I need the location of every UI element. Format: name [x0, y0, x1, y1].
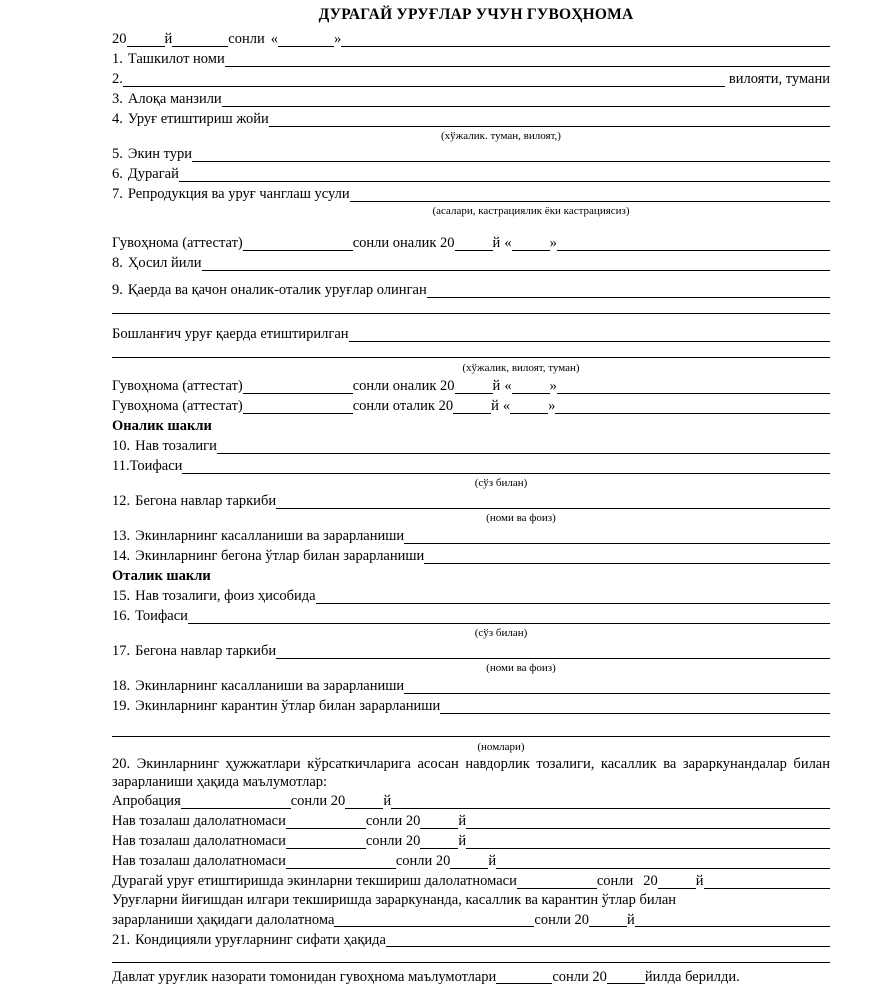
- field-label-13: Экинларнинг касалланиши ва зарарланиши: [135, 528, 405, 545]
- caption-farm-4: (хўжалик. туман, вилоят,): [441, 129, 561, 142]
- certificate-year-suffix-3: й: [491, 398, 499, 415]
- item-20-row-2-mid: сонли 20: [365, 813, 421, 830]
- spacer-2: [112, 273, 830, 280]
- date-tail-blank[interactable]: [341, 33, 830, 47]
- field-row-13: [112, 526, 830, 546]
- field-row-3: [112, 89, 830, 109]
- item-20-row-2-year-blank[interactable]: [420, 815, 458, 829]
- field-number-9: 9.: [112, 282, 123, 299]
- item-20-row-3-tail-blank[interactable]: [466, 835, 830, 849]
- field-row-9: [112, 280, 830, 300]
- date-month-blank[interactable]: [172, 33, 228, 47]
- page-title: ДУРАГАЙ УРУҒЛАР УЧУН ГУВОҲНОМА: [318, 6, 634, 23]
- item-20-row-1-mid: сонли 20: [290, 793, 346, 810]
- certificate-mid-3: сонли оталик 20: [352, 398, 454, 415]
- field-tail-2: вилояти, тумани: [728, 71, 830, 88]
- hybrid-check-number-blank[interactable]: [517, 875, 597, 889]
- field-number-16: 16.: [112, 608, 131, 625]
- date-number-word: сонли: [228, 31, 265, 48]
- field-label-16: Тоифаси: [135, 608, 188, 625]
- field-blank-9[interactable]: [427, 284, 830, 298]
- footer-text-3: йилда берилди.: [644, 968, 740, 985]
- field-row-7: [112, 184, 830, 204]
- certificate-day-close-1: »: [549, 235, 557, 252]
- field-blank-15[interactable]: [316, 590, 830, 604]
- field-number-20: 20.: [112, 755, 131, 772]
- item-20-row-2-label: Нав тозалаш далолатномаси: [112, 813, 286, 830]
- field-number-1: 1.: [112, 51, 123, 68]
- pre-harvest-tail-blank[interactable]: [635, 913, 830, 927]
- pre-harvest-text-1: Уруғларни йиғишдан илгари текширишда зараркунанда, касаллик ва карантин ўтлар билан: [112, 892, 677, 909]
- item-20-row-1: [112, 791, 830, 811]
- item-20-row-3-number-blank[interactable]: [286, 835, 366, 849]
- item-20-row-4: [112, 851, 830, 871]
- certificate-year-blank-1[interactable]: [455, 237, 493, 251]
- field-blank-17[interactable]: [276, 645, 830, 659]
- certificate-row-1: [112, 233, 830, 253]
- caption-in-words-11: (сўз билан): [474, 476, 528, 489]
- field-blank-10[interactable]: [217, 440, 830, 454]
- certificate-row-3: [112, 396, 830, 416]
- footer-row: [112, 966, 830, 986]
- field-blank-16[interactable]: [188, 610, 830, 624]
- caption-farm-region: (хўжалик, вилоят, туман): [462, 361, 580, 374]
- section-heading-mother-label: Оналик шакли: [112, 418, 212, 435]
- certificate-year-blank-3[interactable]: [453, 400, 491, 414]
- field-row-21: [112, 929, 830, 949]
- date-year-prefix: 20: [112, 31, 127, 48]
- hybrid-check-tail-blank[interactable]: [704, 875, 830, 889]
- caption-pollination-7: (асалари, кастрациялик ёки кастрациясиз): [432, 204, 630, 217]
- footer-text-2: сонли 20: [552, 968, 607, 985]
- spacer-1: [112, 219, 830, 233]
- certificate-year-blank-2[interactable]: [455, 380, 493, 394]
- date-day-blank[interactable]: [278, 33, 334, 47]
- certificate-mid-1: сонли оналик 20: [352, 235, 455, 252]
- field-label-15: Нав тозалиги, фоиз ҳисобида: [135, 588, 316, 605]
- item-20-row-2: [112, 811, 830, 831]
- item-20-row-1-suffix: й: [383, 793, 392, 810]
- certificate-day-blank-2[interactable]: [512, 380, 550, 394]
- certificate-day-open-2: «: [504, 378, 512, 395]
- certificate-day-blank-1[interactable]: [512, 237, 550, 251]
- field-number-5: 5.: [112, 146, 123, 163]
- field-row-1: [112, 49, 830, 69]
- pre-harvest-number-blank[interactable]: [334, 913, 534, 927]
- field-row-4: [112, 109, 830, 129]
- hybrid-check-suffix: й: [695, 873, 704, 890]
- pre-harvest-suffix: й: [626, 911, 635, 928]
- item-20-row-3: [112, 831, 830, 851]
- item-20-row-4-label: Нав тозалаш далолатномаси: [112, 853, 286, 870]
- field-blank-21b[interactable]: [112, 949, 830, 963]
- field-row-16: [112, 606, 830, 626]
- field-blank-19b[interactable]: [112, 723, 830, 737]
- caption-name-percent-17: (номи ва фоиз): [486, 661, 556, 674]
- item-20-row-2-suffix: й: [458, 813, 467, 830]
- field-number-18: 18.: [112, 678, 131, 695]
- field-blank-8[interactable]: [202, 257, 830, 271]
- field-blank-14[interactable]: [424, 550, 830, 564]
- field-row-18: [112, 676, 830, 696]
- pre-harvest-line-2: [112, 909, 830, 929]
- caption-names-19: (номлари): [477, 740, 525, 753]
- item-20-text: Экинларнинг ҳужжатлари кўрсаткичларига асосан навдорлик тозалиги, касаллик ва зараркунандалар билан зарарланиши ҳақида маълумотлар:: [112, 755, 831, 791]
- field-row-15: [112, 586, 830, 606]
- field-row-8: [112, 253, 830, 273]
- start-seed-blank[interactable]: [349, 328, 830, 342]
- certificate-tail-blank-3[interactable]: [555, 400, 830, 414]
- field-blank-12[interactable]: [276, 495, 830, 509]
- field-label-5: Экин тури: [127, 146, 193, 163]
- field-number-13: 13.: [112, 528, 131, 545]
- field-number-14: 14.: [112, 548, 131, 565]
- item-20-row-4-mid: сонли 20: [395, 853, 451, 870]
- item-20-row-3-label: Нав тозалаш далолатномаси: [112, 833, 286, 850]
- item-20-row-3-suffix: й: [458, 833, 467, 850]
- field-number-6: 6.: [112, 166, 123, 183]
- certificate-year-suffix-1: й: [492, 235, 501, 252]
- footer-year-blank[interactable]: [607, 970, 645, 984]
- field-blank-19[interactable]: [440, 700, 830, 714]
- footer-number-blank[interactable]: [496, 970, 552, 984]
- field-blank-3[interactable]: [222, 93, 830, 107]
- certificate-label-1: Гувоҳнома (аттестат): [112, 235, 243, 252]
- certificate-day-open-3: «: [502, 398, 511, 415]
- field-label-4: Уруғ етиштириш жойи: [127, 111, 269, 128]
- field-row-19: [112, 696, 830, 716]
- item-20-row-3-mid: сонли 20: [365, 833, 421, 850]
- field-row-17: [112, 641, 830, 661]
- item-20-row-4-tail-blank[interactable]: [496, 855, 830, 869]
- field-number-8: 8.: [112, 255, 123, 272]
- item-20-row-2-number-blank[interactable]: [286, 815, 366, 829]
- certificate-day-close-2: »: [549, 378, 557, 395]
- certificate-day-blank-3[interactable]: [510, 400, 548, 414]
- field-label-8: Ҳосил йили: [127, 255, 202, 272]
- field-number-17: 17.: [112, 643, 131, 660]
- field-label-12: Бегона навлар таркиби: [135, 493, 277, 510]
- field-label-21: Кондицияли уруғларнинг сифати ҳақида: [135, 931, 386, 948]
- field-number-19: 19.: [112, 698, 131, 715]
- certificate-number-blank-1[interactable]: [243, 237, 353, 251]
- field-blank-13[interactable]: [404, 530, 830, 544]
- field-label-18: Экинларнинг касалланиши ва зарарланиши: [135, 678, 405, 695]
- date-day-close: »: [333, 31, 342, 48]
- field-row-11: [112, 456, 830, 476]
- item-20-row-1-label: Апробация: [112, 793, 181, 810]
- hybrid-check-label: Дурагай уруғ етиштиришда экинларни текшириш далолатномаси: [112, 873, 517, 890]
- item-20-row-1-year-blank[interactable]: [345, 795, 383, 809]
- field-blank-7[interactable]: [350, 188, 830, 202]
- field-blank-1[interactable]: [225, 53, 830, 67]
- field-row-14: [112, 546, 830, 566]
- field-row-12: [112, 491, 830, 511]
- item-20-row-1-tail-blank[interactable]: [391, 795, 830, 809]
- field-label-11: Тоифаси: [129, 458, 183, 475]
- hybrid-check-mid: сонли: [596, 873, 634, 890]
- certificate-mid-2: сонли оналик 20: [352, 378, 455, 395]
- field-row-2: [112, 69, 830, 89]
- item-20-row-4-suffix: й: [488, 853, 497, 870]
- item-20-row-4-year-blank[interactable]: [450, 855, 488, 869]
- certificate-label-3: Гувоҳнома (аттестат): [112, 398, 243, 415]
- field-number-7: 7.: [112, 186, 123, 203]
- item-20-row-2-tail-blank[interactable]: [466, 815, 830, 829]
- section-heading-mother: [112, 416, 830, 436]
- certificate-number-blank-3[interactable]: [243, 400, 353, 414]
- field-label-7: Репродукция ва уруғ чанглаш усули: [127, 186, 350, 203]
- pre-harvest-mid: сонли 20: [534, 911, 589, 928]
- certificate-day-close-3: »: [548, 398, 556, 415]
- field-blank-18[interactable]: [404, 680, 830, 694]
- field-number-12: 12.: [112, 493, 131, 510]
- field-label-19: Экинларнинг карантин ўтлар билан зарарланиши: [135, 698, 441, 715]
- pre-harvest-year-blank[interactable]: [589, 913, 627, 927]
- date-year-blank[interactable]: [127, 33, 165, 47]
- certificate-number-blank-2[interactable]: [243, 380, 353, 394]
- certificate-label-2: Гувоҳнома (аттестат): [112, 378, 243, 395]
- hybrid-check-year: 20: [643, 873, 658, 890]
- section-heading-father: [112, 566, 830, 586]
- item-20-row-4-number-blank[interactable]: [286, 855, 396, 869]
- item-20-row-3-year-blank[interactable]: [420, 835, 458, 849]
- pre-harvest-line-1: [112, 891, 830, 909]
- date-line: [112, 29, 830, 49]
- field-blank-11[interactable]: [182, 460, 830, 474]
- field-number-21: 21.: [112, 931, 131, 948]
- field-row-5: [112, 144, 830, 164]
- field-label-1: Ташкилот номи: [127, 51, 225, 68]
- field-label-10: Нав тозалиги: [135, 438, 217, 455]
- field-label-14: Экинларнинг бегона ўтлар билан зарарланиши: [135, 548, 425, 565]
- field-number-11: 11.: [112, 458, 130, 475]
- date-year-suffix: й: [164, 31, 173, 48]
- field-blank-4[interactable]: [269, 113, 830, 127]
- field-label-17: Бегона навлар таркиби: [135, 643, 277, 660]
- start-seed-label: Бошланғич уруғ қаерда етиштирилган: [112, 326, 349, 343]
- footer-text-1: Давлат уруғлик назорати томонидан гувоҳнома маълумотлари: [112, 968, 497, 985]
- field-number-2: 2.: [112, 71, 123, 88]
- start-seed-blank-2[interactable]: [112, 344, 830, 358]
- field-label-9: Қаерда ва қачон оналик-оталик уруғлар олинган: [127, 282, 427, 299]
- field-label-6: Дурагай: [127, 166, 179, 183]
- hybrid-check-year-blank[interactable]: [658, 875, 696, 889]
- field-blank-6[interactable]: [179, 168, 830, 182]
- certificate-tail-blank-2[interactable]: [557, 380, 830, 394]
- field-blank-5[interactable]: [192, 148, 830, 162]
- hybrid-check-row: [112, 871, 830, 891]
- caption-name-percent-12: (номи ва фоиз): [486, 511, 556, 524]
- caption-in-words-16: (сўз билан): [474, 626, 528, 639]
- start-seed-row: [112, 324, 830, 344]
- field-blank-2[interactable]: [123, 73, 725, 87]
- field-blank-21[interactable]: [386, 933, 830, 947]
- field-row-6: [112, 164, 830, 184]
- item-20-row-1-number-blank[interactable]: [181, 795, 291, 809]
- date-day-open: «: [270, 31, 278, 48]
- field-blank-9b[interactable]: [112, 300, 830, 314]
- pre-harvest-label-2: зарарланиши ҳақидаги далолатнома: [112, 911, 335, 928]
- certificate-year-suffix-2: й: [492, 378, 501, 395]
- item-20-paragraph: [112, 755, 830, 791]
- field-number-15: 15.: [112, 588, 131, 605]
- certificate-tail-blank-1[interactable]: [557, 237, 830, 251]
- section-heading-father-label: Оталик шакли: [112, 568, 211, 585]
- field-number-4: 4.: [112, 111, 123, 128]
- spacer-3: [112, 317, 830, 324]
- certificate-day-open-1: «: [504, 235, 512, 252]
- field-number-3: 3.: [112, 91, 123, 108]
- field-label-3: Алоқа манзили: [127, 91, 222, 108]
- certificate-row-2: [112, 376, 830, 396]
- field-row-10: [112, 436, 830, 456]
- spacer-4: [112, 716, 830, 723]
- field-number-10: 10.: [112, 438, 131, 455]
